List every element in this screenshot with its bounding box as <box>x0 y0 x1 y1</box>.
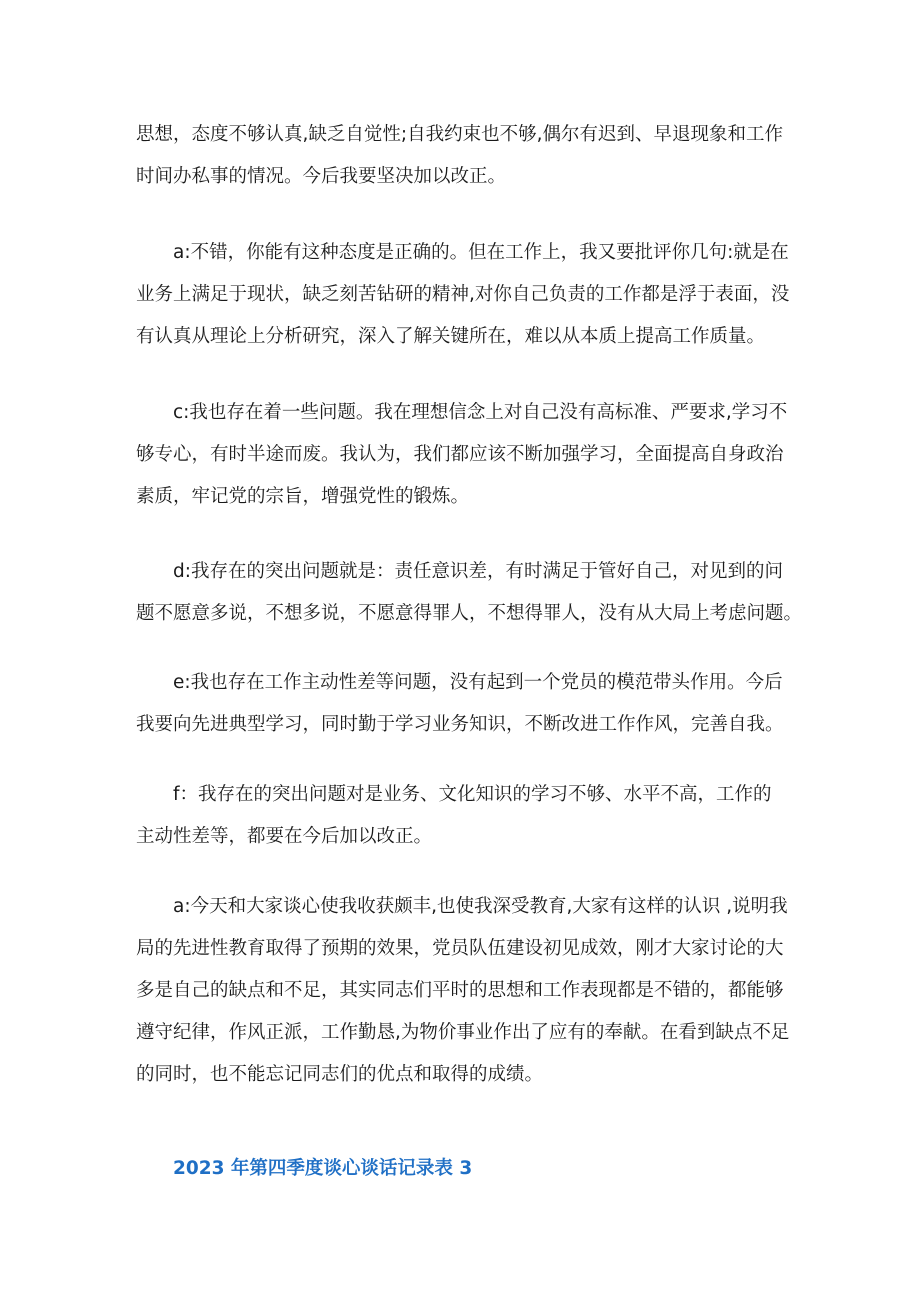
text-line: f：我存在的突出问题对是业务、文化知识的学习不够、水平不高，工作的 <box>173 784 772 805</box>
text-line: e:我也存在工作主动性差等问题，没有起到一个党员的模范带头作用。今后 <box>173 672 783 693</box>
text-line: 够专心，有时半途而废。我认为，我们都应该不断加强学习，全面提高自身政治 <box>136 444 784 465</box>
text-line: 业务上满足于现状，缺乏刻苦钻研的精神,对你自己负责的工作都是浮于表面，没 <box>136 284 790 305</box>
text-line: 思想，态度不够认真,缺乏自觉性;自我约束也不够,偶尔有迟到、早退现象和工作 <box>136 124 783 145</box>
paragraph-continuation <box>136 114 796 198</box>
text-line: 多是自己的缺点和不足，其实同志们平时的思想和工作表现都是不错的，都能够 <box>136 980 784 1001</box>
text-line: d:我存在的突出问题就是：责任意识差，有时满足于管好自己，对见到的问 <box>173 561 783 582</box>
paragraph-c-self-review <box>136 392 796 518</box>
paragraph-d-self-review <box>136 551 803 635</box>
section-heading: 2023 年第四季度谈心谈话记录表 3 <box>173 1158 473 1179</box>
paragraph-f-self-review <box>136 774 796 858</box>
text-line: 局的先进性教育取得了预期的效果，党员队伍建设初见成效，刚才大家讨论的大 <box>136 938 784 959</box>
text-line: 有认真从理论上分析研究，深入了解关键所在，难以从本质上提高工作质量。 <box>136 326 766 347</box>
paragraph-a-criticism <box>136 232 796 358</box>
text-line: 题不愿意多说，不想多说，不愿意得罪人，不想得罪人，没有从大局上考虑问题。 <box>136 603 803 624</box>
text-line: a:今天和大家谈心使我收获颇丰,也使我深受教育,大家有这样的认识 ,说明我 <box>173 896 788 917</box>
text-line: 我要向先进典型学习，同时勤于学习业务知识，不断改进工作作风，完善自我。 <box>136 714 784 735</box>
text-line: 的同时，也不能忘记同志们的优点和取得的成绩。 <box>136 1064 544 1085</box>
text-line: 素质，牢记党的宗旨，增强党性的锻炼。 <box>136 486 470 507</box>
text-line: 遵守纪律，作风正派，工作勤恳,为物价事业作出了应有的奉献。在看到缺点不足 <box>136 1022 790 1043</box>
paragraph-e-self-review <box>136 662 796 746</box>
text-line: c:我也存在着一些问题。我在理想信念上对自己没有高标准、严要求,学习不 <box>173 402 788 423</box>
text-line: a:不错，你能有这种态度是正确的。但在工作上，我又要批评你几句:就是在 <box>173 242 789 263</box>
paragraph-a-summary <box>136 886 796 1096</box>
text-line: 时间办私事的情况。今后我要坚决加以改正。 <box>136 166 507 187</box>
text-line: 主动性差等，都要在今后加以改正。 <box>136 826 433 847</box>
